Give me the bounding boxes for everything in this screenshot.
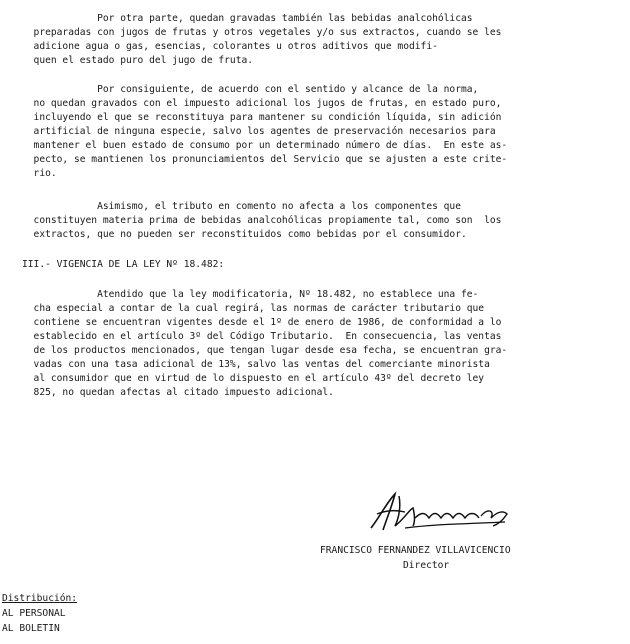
paragraph-line: no quedan gravados con el impuesto adicional los jugos de frutas, en estado puro,: [22, 98, 502, 109]
paragraph-line: 825, no quedan afectas al citado impuesto adicional.: [22, 387, 334, 398]
paragraph-bebidas-gravadas: [22, 12, 616, 68]
paragraph-line: Atendido que la ley modificatoria, Nº 18.482, no establece una fe-: [22, 289, 479, 300]
paragraph-line: artificial de ninguna especie, salvo los agentes de preservación necesarios para: [22, 126, 496, 137]
paragraph-line: cha especial a contar de la cual regirá, las normas de carácter tributario que: [22, 303, 485, 314]
paragraph-line: preparadas con jugos de frutas y otros vegetales y/o sus extractos, cuando se les: [22, 27, 502, 38]
handwritten-signature: [365, 488, 515, 534]
paragraph-jugos-no-gravados: [22, 83, 616, 181]
paragraph-line: Por otra parte, quedan gravadas también las bebidas analcohólicas: [22, 13, 473, 24]
paragraph-line: adicione agua o gas, esencias, colorantes u otros aditivos que modifi-: [22, 41, 438, 52]
paragraph-line: rio.: [22, 168, 57, 179]
paragraph-vigencia: [22, 288, 616, 400]
paragraph-line: de los productos mencionados, que tengan lugar desde esa fecha, se encuentran gra-: [22, 345, 508, 356]
signer-name: FRANCISCO FERNANDEZ VILLAVICENCIO: [320, 545, 511, 556]
distribution-item: AL BOLETIN: [2, 623, 60, 634]
paragraph-line: incluyendo el que se reconstituya para mantener su condición líquida, sin adición: [22, 112, 502, 123]
paragraph-line: vadas con una tasa adicional de 13%, salvo las ventas del comerciante minorista: [22, 359, 490, 370]
paragraph-line: Asimismo, el tributo en comento no afecta a los componentes que: [22, 201, 461, 212]
distribution-item: AL PERSONAL: [2, 608, 66, 619]
section-heading-vigencia: III.- VIGENCIA DE LA LEY Nº 18.482:: [22, 259, 225, 270]
distribution-heading: Distribución:: [2, 593, 78, 604]
signer-title: Director: [403, 560, 450, 571]
paragraph-line: contiene se encuentran vigentes desde el 1º de enero de 1986, de conformidad a lo: [22, 317, 502, 328]
paragraph-line: quen el estado puro del jugo de fruta.: [22, 55, 254, 66]
paragraph-line: mantener el buen estado de consumo por un determinado número de días. En este as-: [22, 140, 508, 151]
paragraph-line: constituyen materia prima de bebidas analcohólicas propiamente tal, como son los: [22, 215, 502, 226]
paragraph-line: pecto, se mantienen los pronunciamientos del Servicio que se ajusten a este crite-: [22, 154, 508, 165]
paragraph-line: establecido en el artículo 3º del Código Tributario. En consecuencia, las ventas: [22, 331, 502, 342]
paragraph-extractos: [22, 200, 616, 242]
distribution-block: [2, 591, 77, 636]
paragraph-line: extractos, que no pueden ser reconstituidos como bebidas por el consumidor.: [22, 229, 467, 240]
paragraph-line: al consumidor que en virtud de lo dispuesto en el artículo 43º del decreto ley: [22, 373, 485, 384]
paragraph-line: Por consiguiente, de acuerdo con el sentido y alcance de la norma,: [22, 84, 479, 95]
